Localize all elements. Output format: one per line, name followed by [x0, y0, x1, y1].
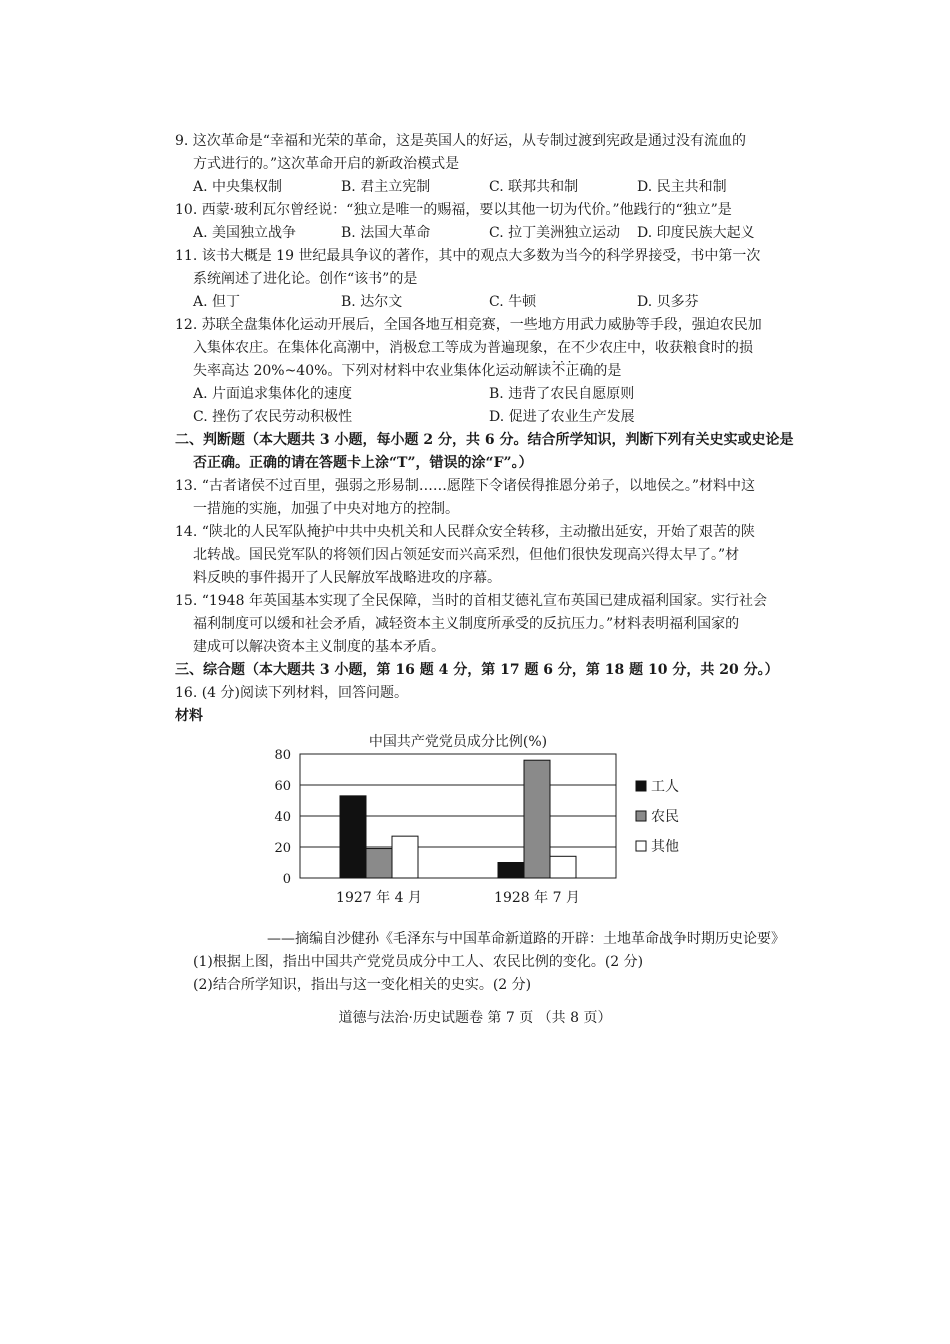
q10-option-a: A. 美国独立战争 [193, 225, 297, 241]
q13-line2: 一措施的实施，加强了中央对地方的控制。 [193, 501, 459, 517]
q11-option-b: B. 达尔文 [341, 294, 403, 310]
q12-option-b: B. 违背了农民自愿原则 [489, 386, 635, 402]
q16-sub1: (1)根据上图，指出中国共产党党员成分中工人、农民比例的变化。(2 分) [193, 954, 644, 970]
q12-stem-line3-c: 的是 [593, 363, 622, 379]
q12-option-d: D. 促进了农业生产发展 [489, 409, 635, 425]
q10-option-b: B. 法国大革命 [341, 225, 431, 241]
question-13 [175, 475, 785, 521]
q15-line1: 15. “1948 年英国基本实现了全民保障，当时的首相艾德礼宣布英国已建成福利国家。实行社会 [175, 593, 767, 609]
q9-stem-line2: 方式进行的。”这次革命开启的新政治模式是 [193, 156, 460, 172]
q15-line3: 建成可以解决资本主义制度的基本矛盾。 [193, 639, 445, 655]
q16-sub2: (2)结合所学知识，指出与这一变化相关的史实。(2 分) [193, 977, 532, 993]
q12-options-row2 [175, 406, 785, 429]
q9-option-b: B. 君主立宪制 [341, 179, 431, 195]
q9-options [175, 176, 785, 199]
q13-line1: 13. “古者诸侯不过百里，强弱之形易制……愿陛下令诸侯得推恩分弟子，以地侯之。”材料中这 [175, 478, 756, 494]
q14-line2: 北转战。国民党军队的将领们因占领延安而兴高采烈，但他们很快发现高兴得太早了。”材 [193, 547, 740, 563]
x-category-label-2: 1928 年 7 月 [494, 890, 580, 906]
exam-page [175, 130, 794, 997]
q11-option-a: A. 但丁 [193, 294, 241, 310]
legend-label-3: 其他 [651, 839, 679, 855]
q12-option-c: C. 挫伤了农民劳动积极性 [193, 409, 353, 425]
legend-swatch-2 [636, 811, 646, 821]
x-category-label-1: 1927 年 4 月 [336, 890, 422, 906]
q14-line3: 料反映的事件揭开了人民解放军战略进攻的序幕。 [193, 570, 501, 586]
legend-swatch-3 [636, 841, 646, 851]
page-footer: 道德与法治·历史试题卷 第 7 页 （共 8 页） [338, 1010, 612, 1026]
q15-line2: 福利制度可以缓和社会矛盾，减轻资本主义制度所承受的反抗压力。”材料表明福利国家的 [193, 616, 740, 632]
question-16 [175, 682, 785, 997]
section-2-line1: 二、判断题（本大题共 3 小题，每小题 2 分，共 6 分。结合所学知识，判断下列有关史实或史论是 [175, 432, 794, 448]
question-14 [175, 521, 785, 590]
y-tick-label-80: 80 [274, 748, 291, 763]
q11-option-d: D. 贝多芬 [637, 294, 699, 310]
question-10 [175, 199, 785, 245]
legend-label-2: 农民 [651, 809, 679, 825]
q12-stem-line3 [175, 360, 785, 383]
q9-option-d: D. 民主共和制 [637, 179, 727, 195]
q12-stem-line2: 入集体农庄。在集体化高潮中，消极怠工等成为普遍现象，在不少农庄中，收获粮食时的损 [193, 340, 753, 356]
q9-option-a: A. 中央集权制 [193, 179, 283, 195]
chart-title: 中国共产党党员成分比例(%) [368, 734, 548, 750]
q10-options [175, 222, 785, 245]
bar-others-2 [550, 856, 576, 878]
bar-chart-container [175, 728, 785, 928]
section-2-heading [175, 429, 794, 475]
section-3-heading: 三、综合题（本大题共 3 小题，第 16 题 4 分，第 17 题 6 分，第 18 题 10 分，共 20 分。） [175, 662, 779, 678]
section-2-line2: 否正确。正确的请在答题卡上涂“T”，错误的涂“F”。） [193, 455, 533, 471]
question-12 [175, 314, 785, 429]
q10-stem-line1: 10. 西蒙·玻利瓦尔曾经说：“独立是唯一的赐福，要以其他一切为代价。”他践行的“独立”是 [175, 202, 732, 218]
q12-emphasis-text: · · · 不正确 [551, 363, 593, 379]
question-11 [175, 245, 785, 314]
legend-swatch-1 [636, 781, 646, 791]
y-tick-label-20: 20 [274, 841, 291, 856]
bar-workers-2 [498, 863, 524, 879]
q11-stem-line2: 系统阐述了进化论。创作“该书”的是 [193, 271, 418, 287]
q11-options [175, 291, 785, 314]
q11-option-c: C. 牛顿 [489, 294, 537, 310]
y-tick-label-0: 0 [282, 872, 291, 887]
bar-chart [175, 728, 785, 928]
q14-line1: 14. “陕北的人民军队掩护中共中央机关和人民群众安全转移，主动撤出延安，开始了艰苦的陕 [175, 524, 755, 540]
q12-option-a: A. 片面追求集体化的速度 [193, 386, 353, 402]
q16-stem: 16. (4 分)阅读下列材料，回答问题。 [175, 685, 408, 701]
y-tick-label-40: 40 [274, 810, 291, 825]
q9-option-c: C. 联邦共和制 [489, 179, 579, 195]
bar-peasants-2 [524, 760, 550, 878]
bar-peasants-1 [366, 849, 392, 878]
q16-source: ——摘编自沙健孙《毛泽东与中国革命新道路的开辟：土地革命战争时期历史论要》 [267, 931, 785, 947]
q16-material-label: 材料 [175, 708, 203, 724]
q10-option-d: D. 印度民族大起义 [637, 225, 755, 241]
bar-others-1 [392, 836, 418, 878]
q10-option-c: C. 拉丁美洲独立运动 [489, 225, 621, 241]
q11-stem-line1: 11. 该书大概是 19 世纪最具争议的著作，其中的观点大多数为当今的科学界接受，书中第一次 [175, 248, 761, 264]
y-tick-label-60: 60 [274, 779, 291, 794]
question-15 [175, 590, 785, 659]
question-9 [175, 130, 785, 199]
q12-stem-line3-a: 失率高达 20%~40%。下列对材料中农业集体化运动解读 [193, 363, 552, 379]
bar-workers-1 [340, 796, 366, 878]
q9-stem-line1: 9. 这次革命是“幸福和光荣的革命，这是英国人的好运，从专制过渡到宪政是通过没有流血的 [175, 133, 746, 149]
q12-options-row1 [175, 383, 785, 406]
legend-label-1: 工人 [651, 779, 679, 795]
q12-stem-line1: 12. 苏联全盘集体化运动开展后，全国各地互相竞赛，一些地方用武力威胁等手段，强迫农民加 [175, 317, 762, 333]
